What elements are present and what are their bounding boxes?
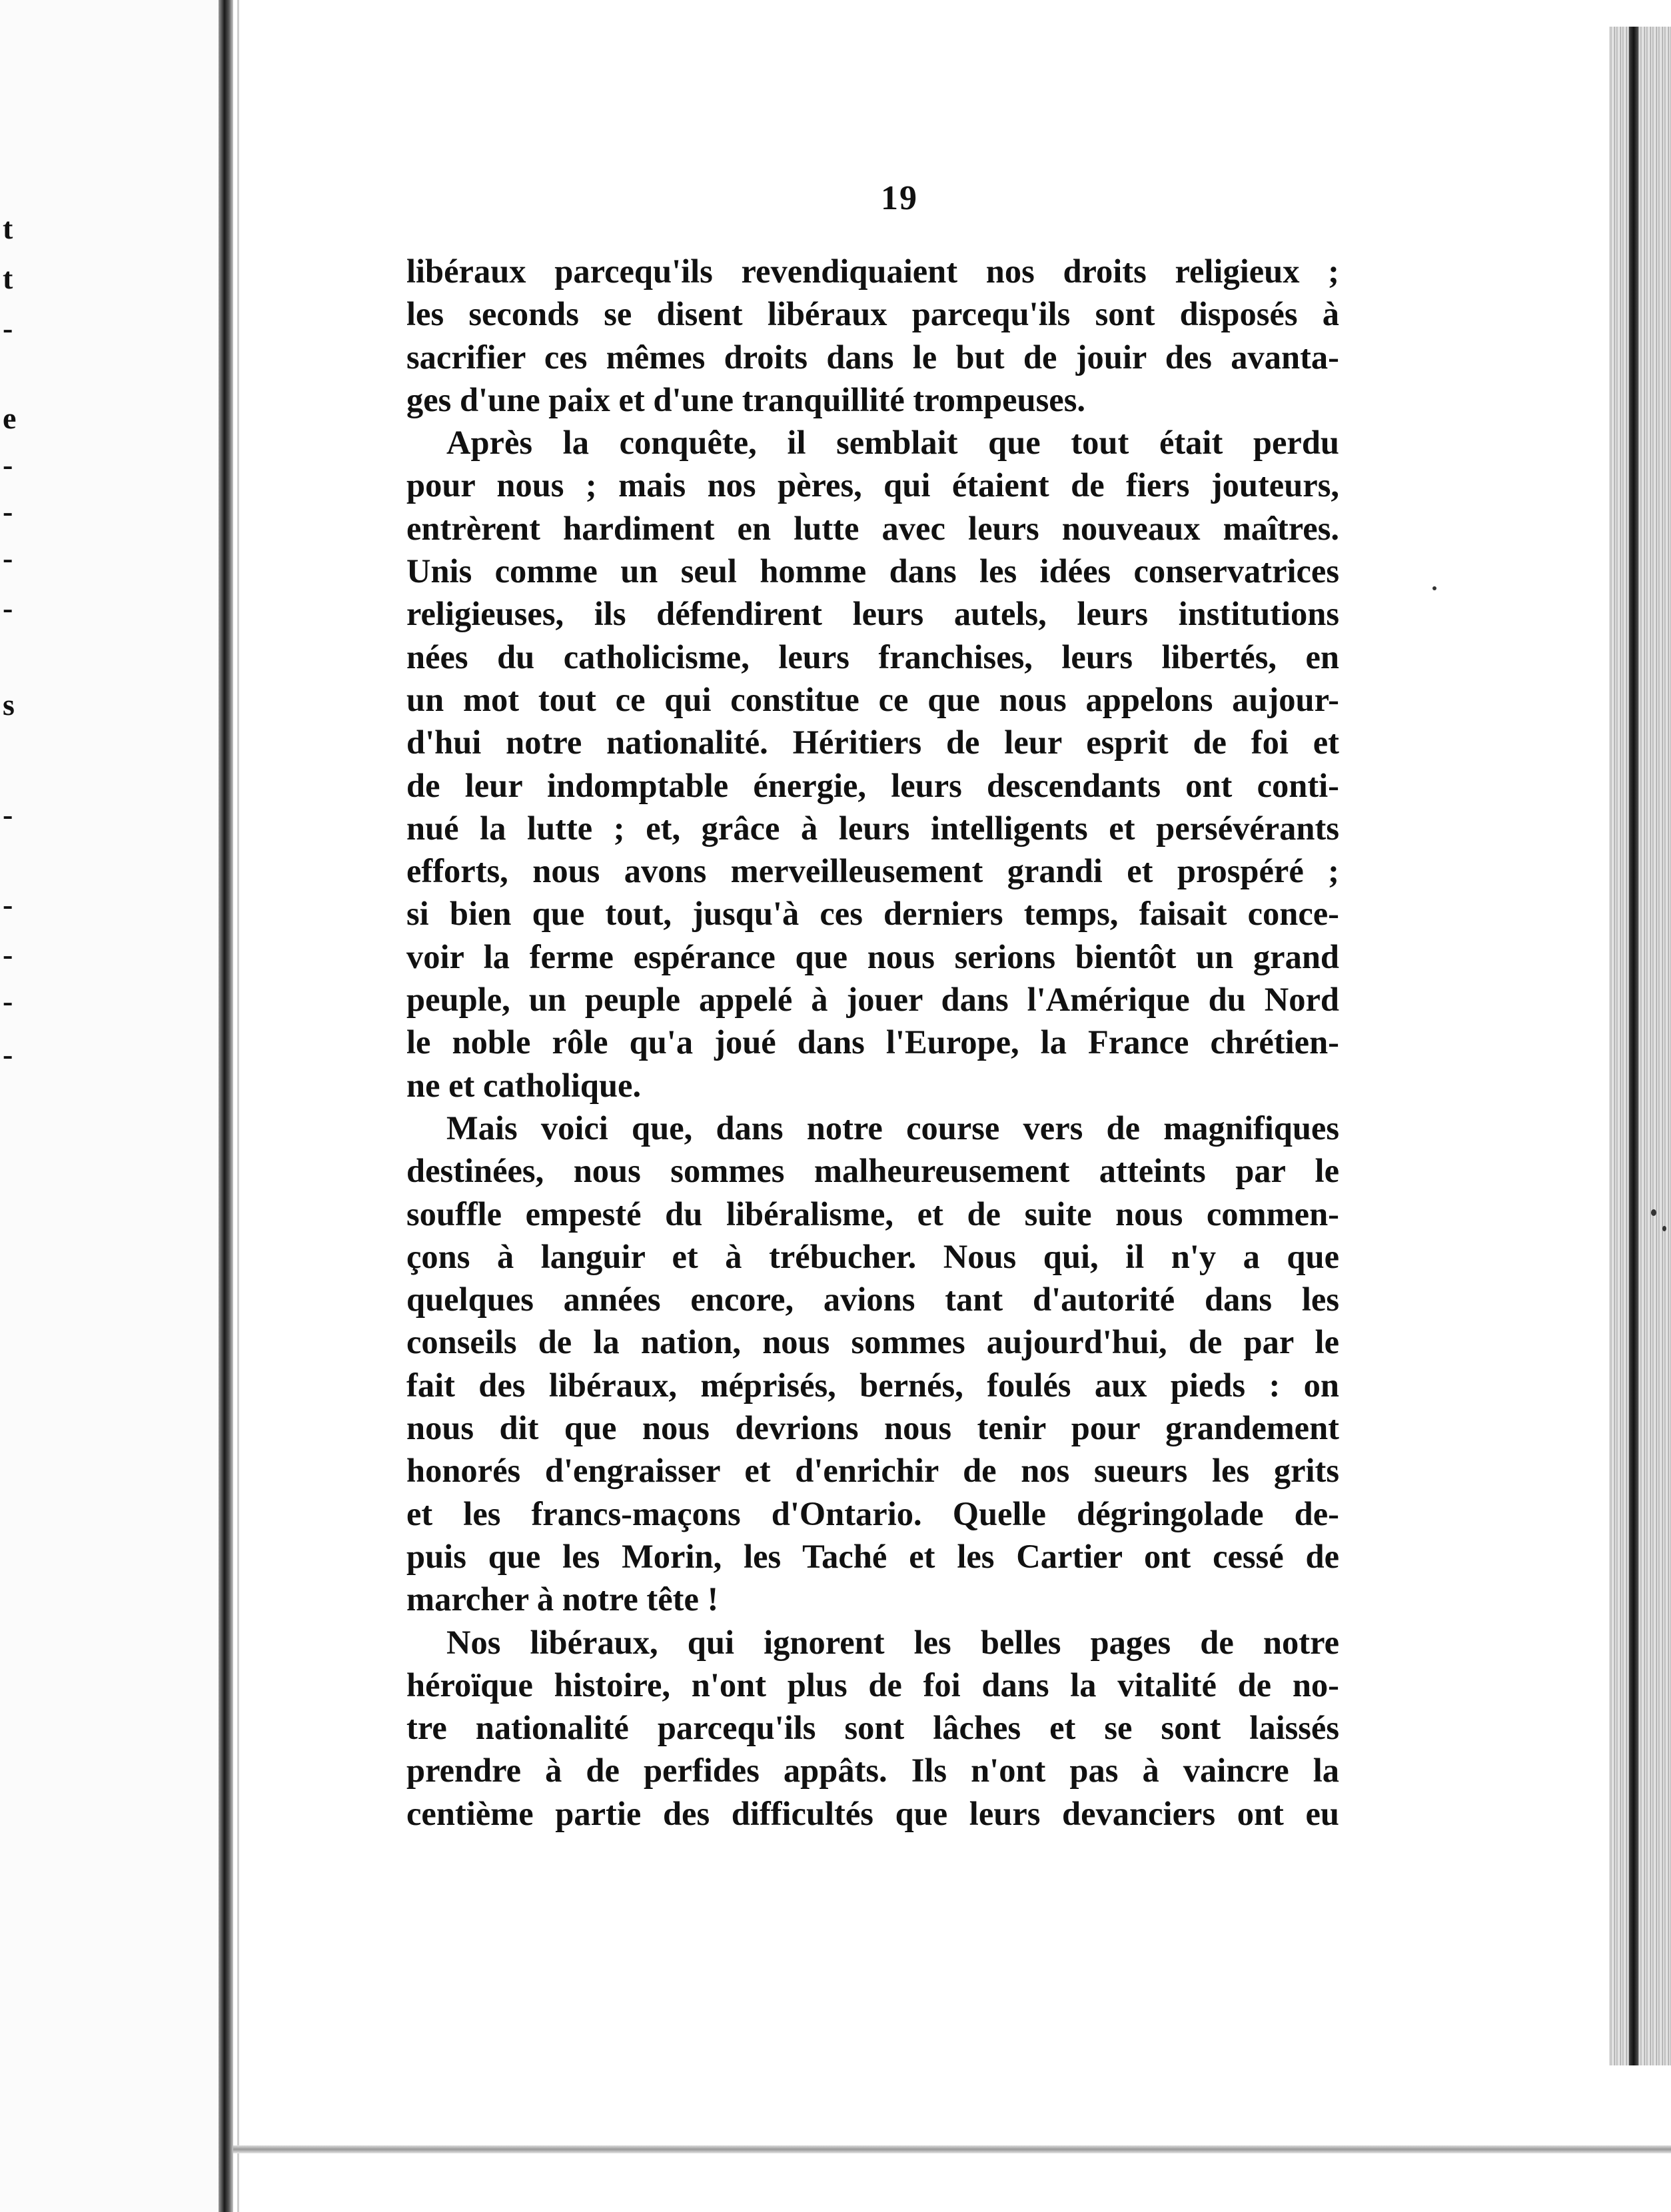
facing-page-text-fragment: - <box>3 591 13 625</box>
text-line: Mais voici que, dans notre course vers de magnifiques <box>446 1109 1339 1147</box>
text-line: destinées, nous sommes malheureusement atteints par le <box>406 1152 1339 1190</box>
facing-page-text-fragment: t <box>3 211 13 245</box>
facing-page-text-fragment: - <box>3 798 13 831</box>
text-line: Après la conquête, il semblait que tout était perdu <box>446 424 1339 462</box>
text-line: entrèrent hardiment en lutte avec leurs nouveaux maîtres. <box>406 509 1339 547</box>
text-line: Unis comme un seul homme dans les idées conservatrices <box>406 552 1339 590</box>
text-line: prendre à de perfides appâts. Ils n'ont pas à vaincre la <box>406 1752 1339 1790</box>
text-line: si bien que tout, jusqu'à ces derniers temps, faisait conce- <box>406 895 1339 933</box>
text-line: centième partie des difficultés que leurs devanciers ont eu <box>406 1794 1339 1832</box>
facing-page-text-fragment: s <box>3 688 15 722</box>
facing-page-text-fragment: t <box>3 261 13 295</box>
text-line: marcher à notre tête ! <box>406 1580 719 1618</box>
text-line: Nos libéraux, qui ignorent les belles pages de notre <box>446 1623 1339 1661</box>
page-number: 19 <box>881 179 918 217</box>
text-line: ne et catholique. <box>406 1066 642 1104</box>
text-line: puis que les Morin, les Taché et les Cartier ont cessé de <box>406 1537 1339 1575</box>
facing-page-text-fragment: - <box>3 937 13 971</box>
facing-page-text-fragment: - <box>3 541 13 575</box>
text-line: honorés d'engraisser et d'enrichir de nos sueurs les grits <box>406 1452 1339 1490</box>
text-line: libéraux parcequ'ils revendiquaient nos droits religieux ; <box>406 253 1339 290</box>
text-line: peuple, un peuple appelé à jouer dans l'Amérique du Nord <box>406 981 1339 1019</box>
text-line: conseils de la nation, nous sommes aujourd'hui, de par le <box>406 1323 1339 1361</box>
bottom-page-edge <box>233 2145 1671 2153</box>
text-line: efforts, nous avons merveilleusement grandi et prospéré ; <box>406 852 1339 890</box>
text-line: tre nationalité parcequ'ils sont lâches et se sont laissés <box>406 1709 1339 1747</box>
text-line: voir la ferme espérance que nous serions bientôt un grand <box>406 937 1339 975</box>
scan-speck <box>1432 586 1436 590</box>
scan-speck <box>1662 1226 1666 1231</box>
text-line: çons à languir et à trébucher. Nous qui, il n'y a que <box>406 1237 1339 1275</box>
facing-page-text-fragment: - <box>3 1037 13 1071</box>
text-line: religieuses, ils défendirent leurs autels, leurs institutions <box>406 595 1339 633</box>
page-edge-line <box>237 0 239 2212</box>
facing-page-text-fragment: - <box>3 448 13 482</box>
facing-page-text-fragment: - <box>3 311 13 345</box>
text-line: pour nous ; mais nos pères, qui étaient de fiers jouteurs, <box>406 466 1339 504</box>
text-line: et les francs-maçons d'Ontario. Quelle dégringolade de- <box>406 1494 1339 1532</box>
text-line: les seconds se disent libéraux parcequ'ils sont disposés à <box>406 295 1339 333</box>
text-line: héroïque histoire, n'ont plus de foi dans la vitalité de no- <box>406 1666 1339 1704</box>
book-gutter <box>219 0 233 2212</box>
text-line: quelques années encore, avions tant d'autorité dans les <box>406 1281 1339 1319</box>
facing-page-text-fragment: - <box>3 984 13 1018</box>
scan-speck <box>1651 1209 1656 1216</box>
page-stack-shadow <box>1629 27 1638 2065</box>
facing-page-fragment <box>0 0 220 2212</box>
text-line: fait des libéraux, méprisés, bernés, foulés aux pieds : on <box>406 1366 1339 1404</box>
text-line: nées du catholicisme, leurs franchises, leurs libertés, en <box>406 638 1339 676</box>
body-text <box>406 250 1339 1835</box>
text-line: nué la lutte ; et, grâce à leurs intelligents et persévérants <box>406 809 1339 847</box>
text-line: souffle empesté du libéralisme, et de suite nous commen- <box>406 1195 1339 1233</box>
text-line: de leur indomptable énergie, leurs descendants ont conti- <box>406 766 1339 804</box>
text-line: nous dit que nous devrions nous tenir pour grandement <box>406 1409 1339 1447</box>
text-line: le noble rôle qu'a joué dans l'Europe, la France chrétien- <box>406 1023 1339 1061</box>
text-line: d'hui notre nationalité. Héritiers de leur esprit de foi et <box>406 724 1339 762</box>
page-stack-edge <box>1609 27 1671 2065</box>
text-line: sacrifier ces mêmes droits dans le but de jouir des avanta- <box>406 338 1339 376</box>
facing-page-text-fragment: - <box>3 494 13 528</box>
facing-page-text-fragment: - <box>3 887 13 921</box>
text-line: un mot tout ce qui constitue ce que nous appelons aujour- <box>406 680 1339 718</box>
facing-page-text-fragment: e <box>3 401 17 435</box>
text-line: ges d'une paix et d'une tranquillité trompeuses. <box>406 380 1085 418</box>
